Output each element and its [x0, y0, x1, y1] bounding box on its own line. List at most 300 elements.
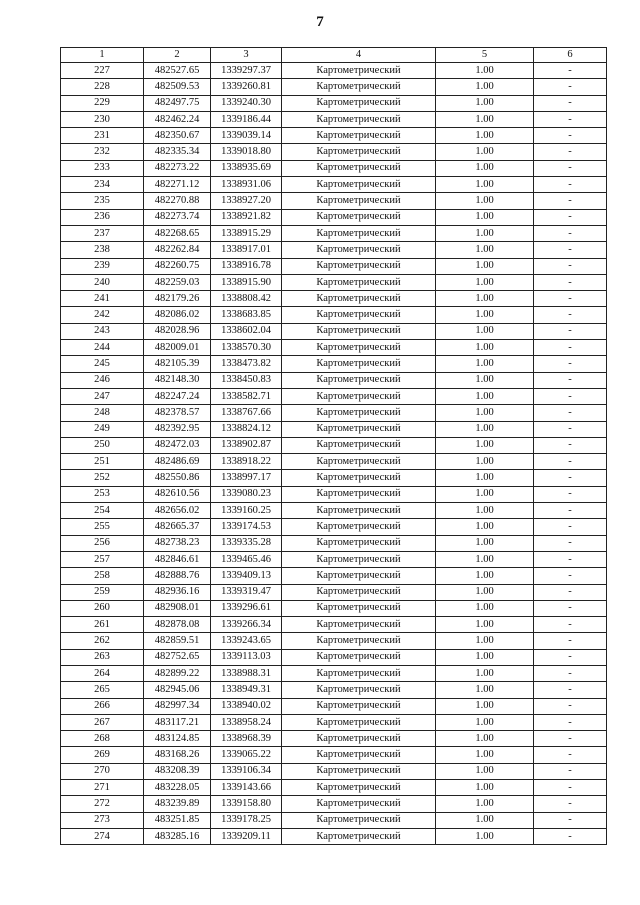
- x-coordinate-cell: 482378.57: [144, 405, 211, 421]
- point-number-cell: 232: [61, 144, 144, 160]
- note-cell: -: [534, 584, 607, 600]
- table-row: [61, 258, 607, 274]
- note-cell: -: [534, 79, 607, 95]
- method-cell: Картометрический: [282, 731, 436, 747]
- method-cell: Картометрический: [282, 633, 436, 649]
- note-cell: -: [534, 242, 607, 258]
- y-coordinate-cell: 1339465.46: [211, 551, 282, 567]
- note-cell: -: [534, 340, 607, 356]
- method-cell: Картометрический: [282, 600, 436, 616]
- method-cell: Картометрический: [282, 291, 436, 307]
- note-cell: -: [534, 731, 607, 747]
- table-row: [61, 437, 607, 453]
- table-row: [61, 388, 607, 404]
- method-cell: Картометрический: [282, 307, 436, 323]
- accuracy-cell: 1.00: [436, 274, 534, 290]
- point-number-cell: 261: [61, 617, 144, 633]
- note-cell: -: [534, 405, 607, 421]
- accuracy-cell: 1.00: [436, 665, 534, 681]
- accuracy-cell: 1.00: [436, 600, 534, 616]
- table-row: [61, 209, 607, 225]
- y-coordinate-cell: 1338915.90: [211, 274, 282, 290]
- accuracy-cell: 1.00: [436, 584, 534, 600]
- y-coordinate-cell: 1338988.31: [211, 665, 282, 681]
- accuracy-cell: 1.00: [436, 568, 534, 584]
- accuracy-cell: 1.00: [436, 682, 534, 698]
- note-cell: -: [534, 649, 607, 665]
- note-cell: -: [534, 160, 607, 176]
- x-coordinate-cell: 482462.24: [144, 111, 211, 127]
- y-coordinate-cell: 1338570.30: [211, 340, 282, 356]
- method-cell: Картометрический: [282, 780, 436, 796]
- table-row: [61, 95, 607, 111]
- table-row: [61, 421, 607, 437]
- point-number-cell: 269: [61, 747, 144, 763]
- column-header-2: 2: [144, 48, 211, 63]
- y-coordinate-cell: 1339160.25: [211, 503, 282, 519]
- note-cell: -: [534, 714, 607, 730]
- x-coordinate-cell: 482738.23: [144, 535, 211, 551]
- y-coordinate-cell: 1339113.03: [211, 649, 282, 665]
- method-cell: Картометрический: [282, 405, 436, 421]
- x-coordinate-cell: 482610.56: [144, 486, 211, 502]
- note-cell: -: [534, 291, 607, 307]
- point-number-cell: 252: [61, 470, 144, 486]
- table-row: [61, 731, 607, 747]
- point-number-cell: 242: [61, 307, 144, 323]
- table-body: [61, 63, 607, 845]
- x-coordinate-cell: 482259.03: [144, 274, 211, 290]
- note-cell: -: [534, 486, 607, 502]
- x-coordinate-cell: 483251.85: [144, 812, 211, 828]
- note-cell: -: [534, 470, 607, 486]
- column-header-4: 4: [282, 48, 436, 63]
- point-number-cell: 228: [61, 79, 144, 95]
- point-number-cell: 264: [61, 665, 144, 681]
- table-row: [61, 372, 607, 388]
- note-cell: -: [534, 307, 607, 323]
- note-cell: -: [534, 421, 607, 437]
- note-cell: -: [534, 388, 607, 404]
- method-cell: Картометрический: [282, 209, 436, 225]
- method-cell: Картометрический: [282, 470, 436, 486]
- x-coordinate-cell: 482260.75: [144, 258, 211, 274]
- point-number-cell: 229: [61, 95, 144, 111]
- method-cell: Картометрический: [282, 79, 436, 95]
- table-row: [61, 649, 607, 665]
- table-row: [61, 682, 607, 698]
- accuracy-cell: 1.00: [436, 503, 534, 519]
- table-header-row: [61, 48, 607, 63]
- accuracy-cell: 1.00: [436, 340, 534, 356]
- point-number-cell: 258: [61, 568, 144, 584]
- method-cell: Картометрический: [282, 682, 436, 698]
- accuracy-cell: 1.00: [436, 388, 534, 404]
- method-cell: Картометрический: [282, 340, 436, 356]
- point-number-cell: 239: [61, 258, 144, 274]
- accuracy-cell: 1.00: [436, 177, 534, 193]
- x-coordinate-cell: 482878.08: [144, 617, 211, 633]
- x-coordinate-cell: 482888.76: [144, 568, 211, 584]
- table-row: [61, 633, 607, 649]
- x-coordinate-cell: 482271.12: [144, 177, 211, 193]
- accuracy-cell: 1.00: [436, 714, 534, 730]
- table-row: [61, 796, 607, 812]
- point-number-cell: 257: [61, 551, 144, 567]
- accuracy-cell: 1.00: [436, 780, 534, 796]
- method-cell: Картометрический: [282, 111, 436, 127]
- y-coordinate-cell: 1339209.11: [211, 828, 282, 844]
- accuracy-cell: 1.00: [436, 747, 534, 763]
- y-coordinate-cell: 1338949.31: [211, 682, 282, 698]
- note-cell: -: [534, 519, 607, 535]
- x-coordinate-cell: 482335.34: [144, 144, 211, 160]
- y-coordinate-cell: 1339296.61: [211, 600, 282, 616]
- point-number-cell: 271: [61, 780, 144, 796]
- note-cell: -: [534, 551, 607, 567]
- point-number-cell: 250: [61, 437, 144, 453]
- method-cell: Картометрический: [282, 258, 436, 274]
- table-row: [61, 454, 607, 470]
- point-number-cell: 246: [61, 372, 144, 388]
- table-row: [61, 486, 607, 502]
- point-number-cell: 233: [61, 160, 144, 176]
- y-coordinate-cell: 1338473.82: [211, 356, 282, 372]
- accuracy-cell: 1.00: [436, 519, 534, 535]
- y-coordinate-cell: 1339174.53: [211, 519, 282, 535]
- table-row: [61, 128, 607, 144]
- y-coordinate-cell: 1338915.29: [211, 225, 282, 241]
- table-row: [61, 177, 607, 193]
- method-cell: Картометрический: [282, 649, 436, 665]
- x-coordinate-cell: 482497.75: [144, 95, 211, 111]
- accuracy-cell: 1.00: [436, 633, 534, 649]
- point-number-cell: 249: [61, 421, 144, 437]
- accuracy-cell: 1.00: [436, 454, 534, 470]
- x-coordinate-cell: 482392.95: [144, 421, 211, 437]
- note-cell: -: [534, 535, 607, 551]
- table-row: [61, 242, 607, 258]
- y-coordinate-cell: 1338767.66: [211, 405, 282, 421]
- table-row: [61, 617, 607, 633]
- accuracy-cell: 1.00: [436, 225, 534, 241]
- y-coordinate-cell: 1338450.83: [211, 372, 282, 388]
- y-coordinate-cell: 1338935.69: [211, 160, 282, 176]
- x-coordinate-cell: 483239.89: [144, 796, 211, 812]
- method-cell: Картометрический: [282, 323, 436, 339]
- method-cell: Картометрический: [282, 665, 436, 681]
- note-cell: -: [534, 780, 607, 796]
- method-cell: Картометрический: [282, 274, 436, 290]
- note-cell: -: [534, 225, 607, 241]
- x-coordinate-cell: 482273.74: [144, 209, 211, 225]
- table-row: [61, 225, 607, 241]
- accuracy-cell: 1.00: [436, 111, 534, 127]
- x-coordinate-cell: 483168.26: [144, 747, 211, 763]
- x-coordinate-cell: 482472.03: [144, 437, 211, 453]
- accuracy-cell: 1.00: [436, 95, 534, 111]
- table-row: [61, 144, 607, 160]
- method-cell: Картометрический: [282, 714, 436, 730]
- note-cell: -: [534, 633, 607, 649]
- table-row: [61, 193, 607, 209]
- y-coordinate-cell: 1338921.82: [211, 209, 282, 225]
- note-cell: -: [534, 258, 607, 274]
- accuracy-cell: 1.00: [436, 421, 534, 437]
- accuracy-cell: 1.00: [436, 258, 534, 274]
- accuracy-cell: 1.00: [436, 535, 534, 551]
- table-row: [61, 568, 607, 584]
- point-number-cell: 267: [61, 714, 144, 730]
- table-row: [61, 584, 607, 600]
- accuracy-cell: 1.00: [436, 356, 534, 372]
- point-number-cell: 265: [61, 682, 144, 698]
- table-row: [61, 111, 607, 127]
- accuracy-cell: 1.00: [436, 812, 534, 828]
- x-coordinate-cell: 482486.69: [144, 454, 211, 470]
- note-cell: -: [534, 617, 607, 633]
- point-number-cell: 240: [61, 274, 144, 290]
- note-cell: -: [534, 600, 607, 616]
- accuracy-cell: 1.00: [436, 763, 534, 779]
- table-row: [61, 356, 607, 372]
- point-number-cell: 243: [61, 323, 144, 339]
- method-cell: Картометрический: [282, 193, 436, 209]
- x-coordinate-cell: 482009.01: [144, 340, 211, 356]
- y-coordinate-cell: 1339260.81: [211, 79, 282, 95]
- point-number-cell: 255: [61, 519, 144, 535]
- x-coordinate-cell: 482268.65: [144, 225, 211, 241]
- method-cell: Картометрический: [282, 486, 436, 502]
- x-coordinate-cell: 482262.84: [144, 242, 211, 258]
- note-cell: -: [534, 665, 607, 681]
- y-coordinate-cell: 1339178.25: [211, 812, 282, 828]
- table-row: [61, 551, 607, 567]
- x-coordinate-cell: 483117.21: [144, 714, 211, 730]
- method-cell: Картометрический: [282, 519, 436, 535]
- point-number-cell: 245: [61, 356, 144, 372]
- method-cell: Картометрический: [282, 242, 436, 258]
- table-row: [61, 274, 607, 290]
- y-coordinate-cell: 1338997.17: [211, 470, 282, 486]
- y-coordinate-cell: 1338958.24: [211, 714, 282, 730]
- point-number-cell: 274: [61, 828, 144, 844]
- column-header-3: 3: [211, 48, 282, 63]
- table-row: [61, 600, 607, 616]
- x-coordinate-cell: 482859.51: [144, 633, 211, 649]
- note-cell: -: [534, 503, 607, 519]
- method-cell: Картометрический: [282, 568, 436, 584]
- point-number-cell: 263: [61, 649, 144, 665]
- table-row: [61, 79, 607, 95]
- note-cell: -: [534, 193, 607, 209]
- note-cell: -: [534, 763, 607, 779]
- y-coordinate-cell: 1338927.20: [211, 193, 282, 209]
- y-coordinate-cell: 1338916.78: [211, 258, 282, 274]
- y-coordinate-cell: 1338917.01: [211, 242, 282, 258]
- x-coordinate-cell: 482665.37: [144, 519, 211, 535]
- point-number-cell: 230: [61, 111, 144, 127]
- y-coordinate-cell: 1339143.66: [211, 780, 282, 796]
- method-cell: Картометрический: [282, 95, 436, 111]
- y-coordinate-cell: 1338824.12: [211, 421, 282, 437]
- x-coordinate-cell: 482908.01: [144, 600, 211, 616]
- note-cell: -: [534, 812, 607, 828]
- accuracy-cell: 1.00: [436, 828, 534, 844]
- x-coordinate-cell: 482148.30: [144, 372, 211, 388]
- table-row: [61, 698, 607, 714]
- accuracy-cell: 1.00: [436, 617, 534, 633]
- coordinates-table: [60, 47, 607, 845]
- point-number-cell: 256: [61, 535, 144, 551]
- table-row: [61, 763, 607, 779]
- accuracy-cell: 1.00: [436, 307, 534, 323]
- x-coordinate-cell: 482997.34: [144, 698, 211, 714]
- x-coordinate-cell: 482936.16: [144, 584, 211, 600]
- accuracy-cell: 1.00: [436, 144, 534, 160]
- y-coordinate-cell: 1339065.22: [211, 747, 282, 763]
- method-cell: Картометрический: [282, 454, 436, 470]
- point-number-cell: 248: [61, 405, 144, 421]
- note-cell: -: [534, 323, 607, 339]
- note-cell: -: [534, 177, 607, 193]
- x-coordinate-cell: 482846.61: [144, 551, 211, 567]
- table-row: [61, 812, 607, 828]
- y-coordinate-cell: 1339186.44: [211, 111, 282, 127]
- x-coordinate-cell: 482350.67: [144, 128, 211, 144]
- point-number-cell: 236: [61, 209, 144, 225]
- method-cell: Картометрический: [282, 763, 436, 779]
- y-coordinate-cell: 1338931.06: [211, 177, 282, 193]
- table-row: [61, 340, 607, 356]
- method-cell: Картометрический: [282, 372, 436, 388]
- method-cell: Картометрический: [282, 698, 436, 714]
- x-coordinate-cell: 483285.16: [144, 828, 211, 844]
- point-number-cell: 238: [61, 242, 144, 258]
- accuracy-cell: 1.00: [436, 470, 534, 486]
- note-cell: -: [534, 63, 607, 79]
- point-number-cell: 259: [61, 584, 144, 600]
- note-cell: -: [534, 682, 607, 698]
- method-cell: Картометрический: [282, 812, 436, 828]
- point-number-cell: 251: [61, 454, 144, 470]
- y-coordinate-cell: 1338602.04: [211, 323, 282, 339]
- column-header-5: 5: [436, 48, 534, 63]
- note-cell: -: [534, 274, 607, 290]
- y-coordinate-cell: 1339266.34: [211, 617, 282, 633]
- x-coordinate-cell: 482270.88: [144, 193, 211, 209]
- method-cell: Картометрический: [282, 437, 436, 453]
- accuracy-cell: 1.00: [436, 63, 534, 79]
- y-coordinate-cell: 1339335.28: [211, 535, 282, 551]
- point-number-cell: 227: [61, 63, 144, 79]
- table-row: [61, 665, 607, 681]
- point-number-cell: 272: [61, 796, 144, 812]
- method-cell: Картометрический: [282, 160, 436, 176]
- accuracy-cell: 1.00: [436, 193, 534, 209]
- page-number: 7: [316, 14, 324, 30]
- table-row: [61, 405, 607, 421]
- method-cell: Картометрический: [282, 551, 436, 567]
- column-header-6: 6: [534, 48, 607, 63]
- table-row: [61, 160, 607, 176]
- accuracy-cell: 1.00: [436, 372, 534, 388]
- method-cell: Картометрический: [282, 177, 436, 193]
- point-number-cell: 231: [61, 128, 144, 144]
- point-number-cell: 270: [61, 763, 144, 779]
- method-cell: Картометрический: [282, 388, 436, 404]
- column-header-1: 1: [61, 48, 144, 63]
- x-coordinate-cell: 482028.96: [144, 323, 211, 339]
- accuracy-cell: 1.00: [436, 698, 534, 714]
- method-cell: Картометрический: [282, 356, 436, 372]
- note-cell: -: [534, 356, 607, 372]
- accuracy-cell: 1.00: [436, 209, 534, 225]
- point-number-cell: 247: [61, 388, 144, 404]
- note-cell: -: [534, 111, 607, 127]
- table-row: [61, 470, 607, 486]
- note-cell: -: [534, 828, 607, 844]
- note-cell: -: [534, 796, 607, 812]
- method-cell: Картометрический: [282, 747, 436, 763]
- method-cell: Картометрический: [282, 828, 436, 844]
- method-cell: Картометрический: [282, 421, 436, 437]
- x-coordinate-cell: 482086.02: [144, 307, 211, 323]
- table-row: [61, 747, 607, 763]
- point-number-cell: 235: [61, 193, 144, 209]
- method-cell: Картометрический: [282, 144, 436, 160]
- y-coordinate-cell: 1339106.34: [211, 763, 282, 779]
- point-number-cell: 237: [61, 225, 144, 241]
- y-coordinate-cell: 1339039.14: [211, 128, 282, 144]
- method-cell: Картометрический: [282, 617, 436, 633]
- note-cell: -: [534, 568, 607, 584]
- y-coordinate-cell: 1338683.85: [211, 307, 282, 323]
- point-number-cell: 262: [61, 633, 144, 649]
- point-number-cell: 273: [61, 812, 144, 828]
- y-coordinate-cell: 1339409.13: [211, 568, 282, 584]
- y-coordinate-cell: 1338808.42: [211, 291, 282, 307]
- note-cell: -: [534, 128, 607, 144]
- x-coordinate-cell: 482899.22: [144, 665, 211, 681]
- note-cell: -: [534, 698, 607, 714]
- note-cell: -: [534, 454, 607, 470]
- accuracy-cell: 1.00: [436, 405, 534, 421]
- accuracy-cell: 1.00: [436, 79, 534, 95]
- y-coordinate-cell: 1339319.47: [211, 584, 282, 600]
- method-cell: Картометрический: [282, 225, 436, 241]
- table-row: [61, 828, 607, 844]
- table-row: [61, 63, 607, 79]
- point-number-cell: 260: [61, 600, 144, 616]
- point-number-cell: 266: [61, 698, 144, 714]
- x-coordinate-cell: 482509.53: [144, 79, 211, 95]
- table-row: [61, 503, 607, 519]
- table-row: [61, 307, 607, 323]
- accuracy-cell: 1.00: [436, 486, 534, 502]
- table-row: [61, 291, 607, 307]
- x-coordinate-cell: 482105.39: [144, 356, 211, 372]
- table-row: [61, 714, 607, 730]
- y-coordinate-cell: 1338918.22: [211, 454, 282, 470]
- y-coordinate-cell: 1339243.65: [211, 633, 282, 649]
- y-coordinate-cell: 1339018.80: [211, 144, 282, 160]
- table-row: [61, 519, 607, 535]
- method-cell: Картометрический: [282, 535, 436, 551]
- y-coordinate-cell: 1338940.02: [211, 698, 282, 714]
- x-coordinate-cell: 482752.65: [144, 649, 211, 665]
- method-cell: Картометрический: [282, 63, 436, 79]
